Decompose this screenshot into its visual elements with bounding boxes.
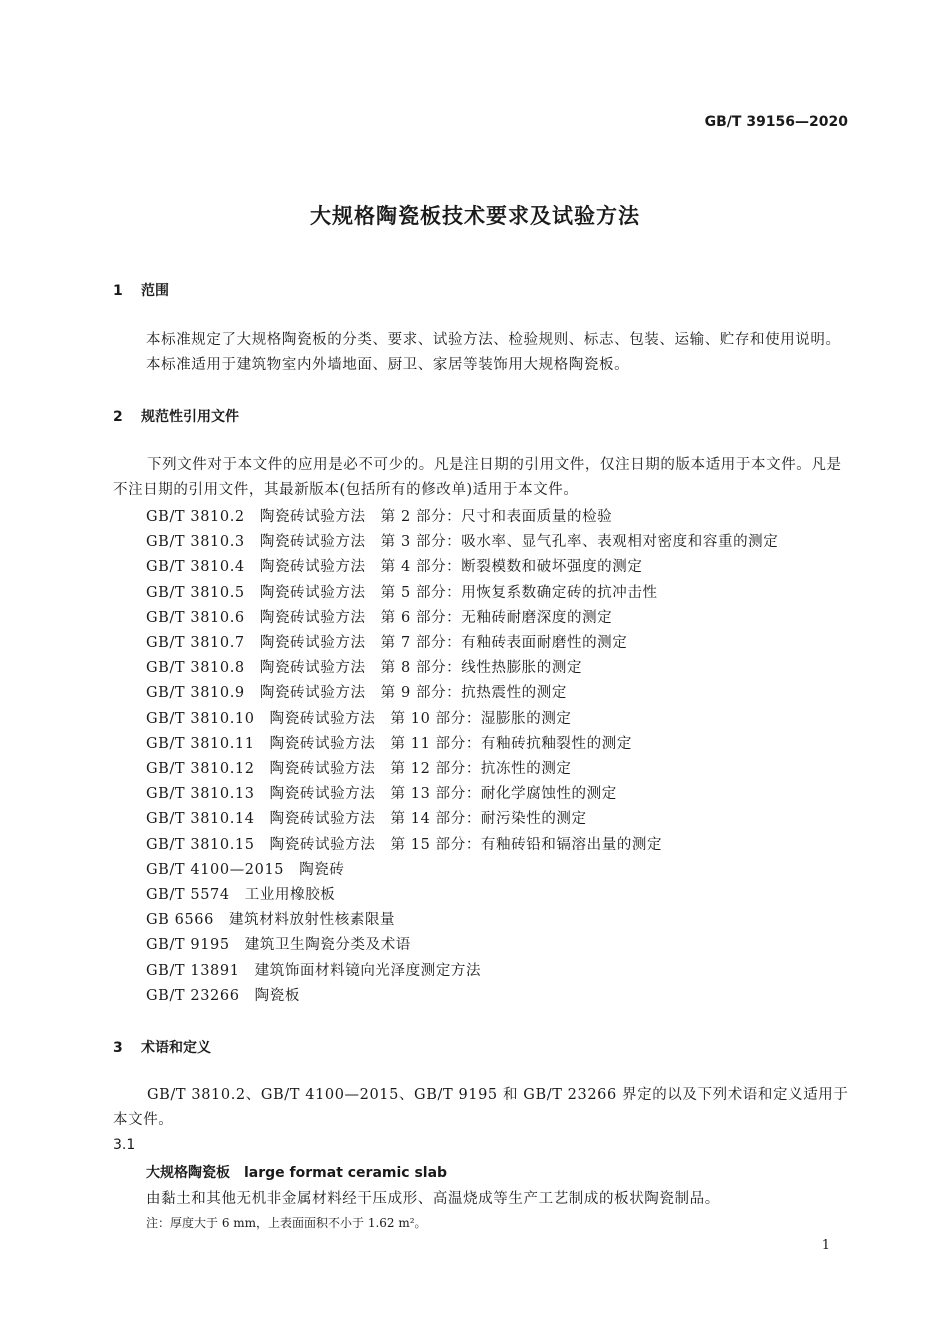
section-1-heading (113, 280, 169, 300)
section-3-intro: GB/T 3810.2、GB/T 4100—2015、GB/T 9195 和 GB/T 23266 界定的以及下列术语和定义适用于本文件。 (113, 1087, 849, 1128)
reference-item: GB/T 3810.7 陶瓷砖试验方法 第 7 部分：有釉砖表面耐磨性的测定 (146, 635, 628, 651)
reference-item: GB/T 3810.12 陶瓷砖试验方法 第 12 部分：抗冻性的测定 (146, 761, 572, 777)
reference-item: GB/T 3810.4 陶瓷砖试验方法 第 4 部分：断裂模数和破坏强度的测定 (146, 559, 643, 576)
section-3-title: 术语和定义 (141, 1040, 211, 1056)
section-2-heading (113, 406, 239, 426)
reference-item: GB/T 3810.3 陶瓷砖试验方法 第 3 部分：吸水率、显气孔率、表观相对密度和容重的测定 (146, 534, 779, 551)
reference-item: GB/T 13891 建筑饰面材料镜向光泽度测定方法 (146, 962, 482, 979)
section-2-intro: 下列文件对于本文件的应用是必不可少的。凡是注日期的引用文件，仅注日期的版本适用于本文件。凡是不注日期的引用文件，其最新版本(包括所有的修改单)适用于本文件。 (113, 457, 842, 498)
section-1-para-1: 本标准规定了大规格陶瓷板的分类、要求、试验方法、检验规则、标志、包装、运输、贮存和使用说明。 (146, 332, 841, 348)
term-definition: 由黏土和其他无机非金属材料经干压成形、高温烧成等生产工艺制成的板状陶瓷制品。 (146, 1191, 720, 1207)
reference-item: GB/T 3810.2 陶瓷砖试验方法 第 2 部分：尺寸和表面质量的检验 (146, 509, 613, 525)
reference-item: GB/T 3810.14 陶瓷砖试验方法 第 14 部分：耐污染性的测定 (146, 811, 587, 828)
standard-code: GB/T 39156—2020 (704, 114, 848, 130)
document-title: 大规格陶瓷板技术要求及试验方法 (310, 204, 640, 228)
reference-item: GB/T 3810.5 陶瓷砖试验方法 第 5 部分：用恢复系数确定砖的抗冲击性 (146, 584, 658, 601)
section-3-number: 3 (113, 1040, 123, 1056)
section-3-heading (113, 1037, 211, 1057)
term-note: 注：厚度大于 6 mm，上表面面积不小于 1.62 m²。 (146, 1216, 427, 1230)
reference-item: GB/T 3810.6 陶瓷砖试验方法 第 6 部分：无釉砖耐磨深度的测定 (146, 609, 613, 626)
reference-item: GB/T 5574 工业用橡胶板 (146, 887, 336, 903)
reference-item: GB/T 9195 建筑卫生陶瓷分类及术语 (146, 937, 411, 954)
reference-item: GB/T 3810.15 陶瓷砖试验方法 第 15 部分：有釉砖铅和镉溶出量的测定 (146, 836, 663, 853)
reference-item: GB/T 23266 陶瓷板 (146, 987, 300, 1004)
reference-item: GB/T 3810.11 陶瓷砖试验方法 第 11 部分：有釉砖抗釉裂性的测定 (146, 735, 632, 752)
reference-item: GB/T 3810.8 陶瓷砖试验方法 第 8 部分：线性热膨胀的测定 (146, 660, 583, 677)
section-2-title: 规范性引用文件 (141, 409, 239, 425)
reference-item: GB/T 3810.9 陶瓷砖试验方法 第 9 部分：抗热震性的测定 (146, 685, 567, 702)
section-1-para-2: 本标准适用于建筑物室内外墙地面、厨卫、家居等装饰用大规格陶瓷板。 (146, 357, 630, 373)
clause-number: 3.1 (113, 1137, 136, 1153)
reference-item: GB/T 3810.13 陶瓷砖试验方法 第 13 部分：耐化学腐蚀性的测定 (146, 786, 617, 803)
section-1-title: 范围 (141, 283, 169, 299)
reference-item: GB/T 3810.10 陶瓷砖试验方法 第 10 部分：湿膨胀的测定 (146, 710, 572, 727)
reference-item: GB 6566 建筑材料放射性核素限量 (146, 912, 396, 929)
reference-item: GB/T 4100—2015 陶瓷砖 (146, 861, 345, 878)
page-number: 1 (821, 1238, 830, 1253)
section-1-number: 1 (113, 283, 123, 299)
term-heading: 大规格陶瓷板 large format ceramic slab (146, 1165, 448, 1181)
section-2-number: 2 (113, 409, 123, 425)
